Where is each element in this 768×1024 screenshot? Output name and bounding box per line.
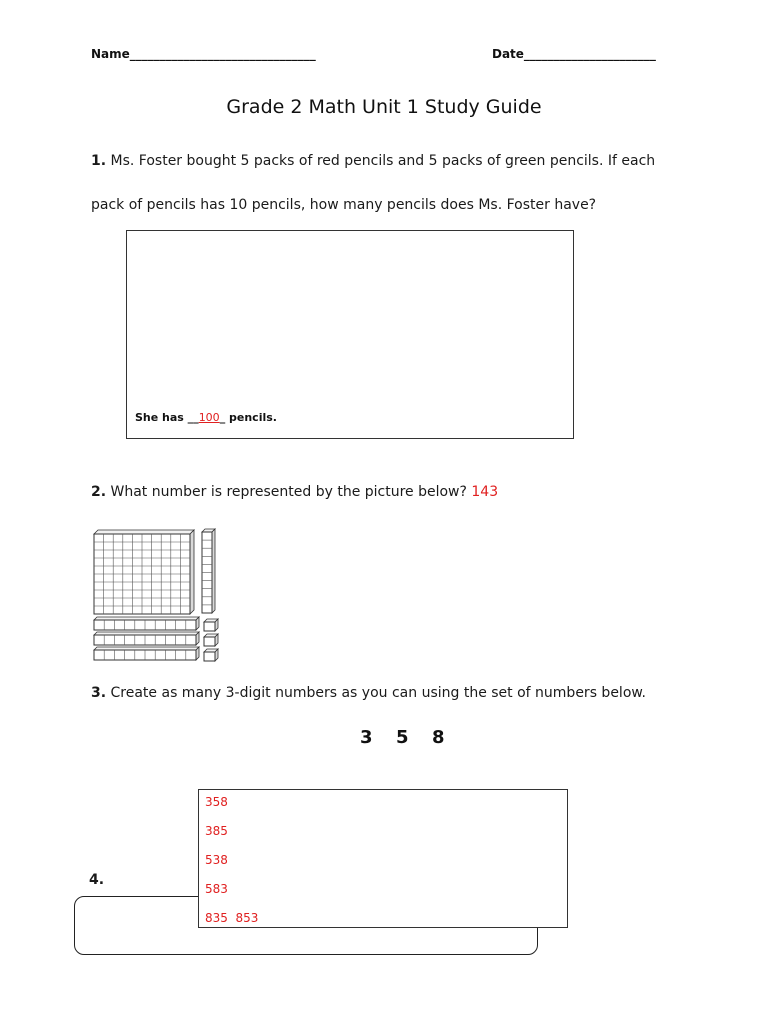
ten-rod: [94, 647, 199, 660]
question-1-answer-sentence: [135, 411, 277, 424]
answer-suffix: pencils.: [225, 411, 277, 424]
combination-4: 583: [205, 882, 228, 896]
question-3-line: [91, 685, 646, 701]
question-3-number: 3.: [91, 685, 107, 701]
date-field-label: Date______________________: [492, 47, 656, 61]
question-2-line: [91, 484, 498, 500]
question-2-text: What number is represented by the picture below?: [110, 484, 467, 500]
one-cube: [204, 634, 218, 646]
digit-2: 5: [396, 727, 409, 748]
question-1-text-1: Ms. Foster bought 5 packs of red pencils and 5 packs of green pencils. If each: [110, 153, 656, 169]
one-cube: [204, 649, 218, 661]
question-2-number: 2.: [91, 484, 107, 500]
digit-set: [360, 727, 468, 748]
hundred-flat-block: [94, 530, 194, 614]
answer-value: 100: [198, 411, 220, 424]
digit-1: 3: [360, 727, 373, 748]
answer-blank: _: [219, 411, 226, 424]
one-cube: [204, 619, 218, 631]
digit-3: 8: [432, 727, 445, 748]
combination-1: 358: [205, 795, 228, 809]
ten-rods-horizontal: [94, 617, 199, 660]
ten-rod: [94, 617, 199, 630]
base-ten-blocks-picture: [88, 524, 228, 666]
question-3-answer-box: [198, 789, 568, 928]
combination-2: 385: [205, 824, 228, 838]
question-2-answer: 143: [471, 484, 499, 500]
answer-prefix: She has __: [135, 411, 199, 424]
ten-rod-vertical: [202, 529, 215, 613]
name-field-label: Name_______________________________: [91, 47, 316, 61]
one-cubes: [204, 619, 218, 661]
combination-3: 538: [205, 853, 228, 867]
question-4-number: 4.: [89, 872, 105, 888]
ten-rod: [94, 632, 199, 645]
combination-5: 835 853: [205, 911, 259, 925]
question-1-number: 1.: [91, 153, 107, 169]
question-1-line-1: [91, 153, 655, 169]
question-1-answer-box: [126, 230, 574, 439]
question-1-line-2: pack of pencils has 10 pencils, how many pencils does Ms. Foster have?: [91, 197, 597, 213]
question-3-text: Create as many 3-digit numbers as you can using the set of numbers below.: [110, 685, 647, 701]
page-title: Grade 2 Math Unit 1 Study Guide: [226, 96, 542, 118]
